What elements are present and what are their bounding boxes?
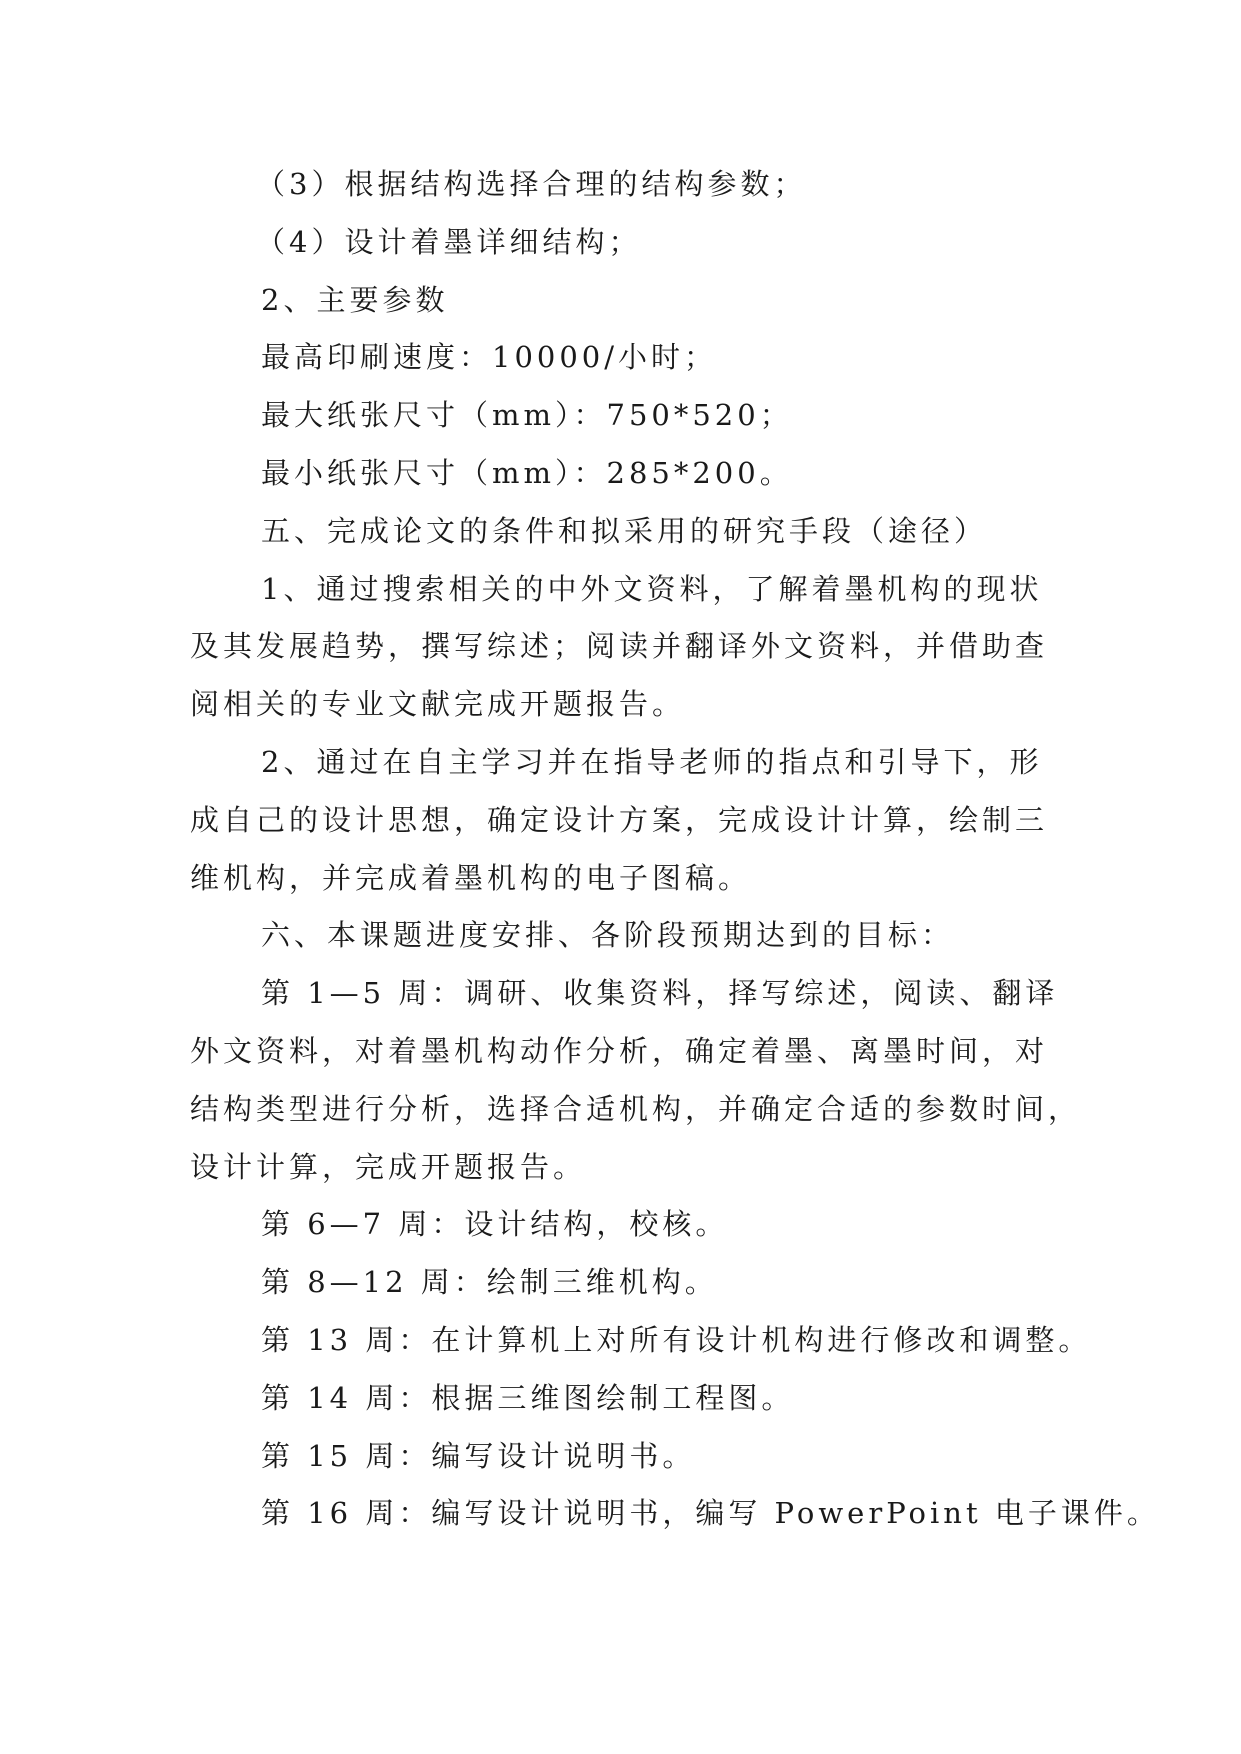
text-line: （3）根据结构选择合理的结构参数； bbox=[256, 167, 807, 201]
text-line: 设计计算，完成开题报告。 bbox=[190, 1149, 587, 1184]
text-line: 阅相关的专业文献完成开题报告。 bbox=[190, 687, 686, 722]
section-heading: 五、完成论文的条件和拟采用的研究手段（途径） bbox=[261, 513, 988, 548]
text-line: 结构类型进行分析，选择合适机构，并确定合适的参数时间， bbox=[190, 1091, 1082, 1126]
section-heading: 六、本课题进度安排、各阶段预期达到的目标： bbox=[261, 918, 955, 953]
text-line: 外文资料，对着墨机构动作分析，确定着墨、离墨时间，对 bbox=[190, 1033, 1049, 1068]
text-line: 第 15 周：编写设计说明书。 bbox=[261, 1438, 696, 1473]
text-line: 维机构，并完成着墨机构的电子图稿。 bbox=[190, 860, 752, 895]
text-line: 第 1—5 周：调研、收集资料，择写综述，阅读、翻译 bbox=[261, 976, 1059, 1011]
document-body bbox=[190, 156, 1160, 1543]
text-line: 2、通过在自主学习并在指导老师的指点和引导下，形 bbox=[261, 744, 1043, 779]
text-line: 成自己的设计思想，确定设计方案，完成设计计算，绘制三 bbox=[190, 802, 1049, 837]
text-line: 最大纸张尺寸（mm）：750*520； bbox=[261, 398, 793, 433]
text-line: 及其发展趋势，撰写综述；阅读并翻译外文资料，并借助查 bbox=[190, 629, 1049, 664]
text-line: （4）设计着墨详细结构； bbox=[256, 224, 642, 259]
text-line: 第 8—12 周：绘制三维机构。 bbox=[261, 1265, 718, 1300]
text-line: 第 14 周：根据三维图绘制工程图。 bbox=[261, 1380, 795, 1415]
text-line: 第 6—7 周：设计结构，校核。 bbox=[261, 1207, 729, 1242]
text-line: 最高印刷速度：10000/小时； bbox=[261, 340, 718, 375]
section-heading: 2、主要参数 bbox=[261, 282, 449, 317]
text-line: 第 13 周：在计算机上对所有设计机构进行修改和调整。 bbox=[261, 1322, 1092, 1357]
text-line: 1、通过搜索相关的中外文资料，了解着墨机构的现状 bbox=[261, 571, 1043, 606]
text-line: 最小纸张尺寸（mm）：285*200。 bbox=[261, 455, 793, 490]
text-line: 第 16 周：编写设计说明书，编写 PowerPoint 电子课件。 bbox=[261, 1496, 1160, 1531]
